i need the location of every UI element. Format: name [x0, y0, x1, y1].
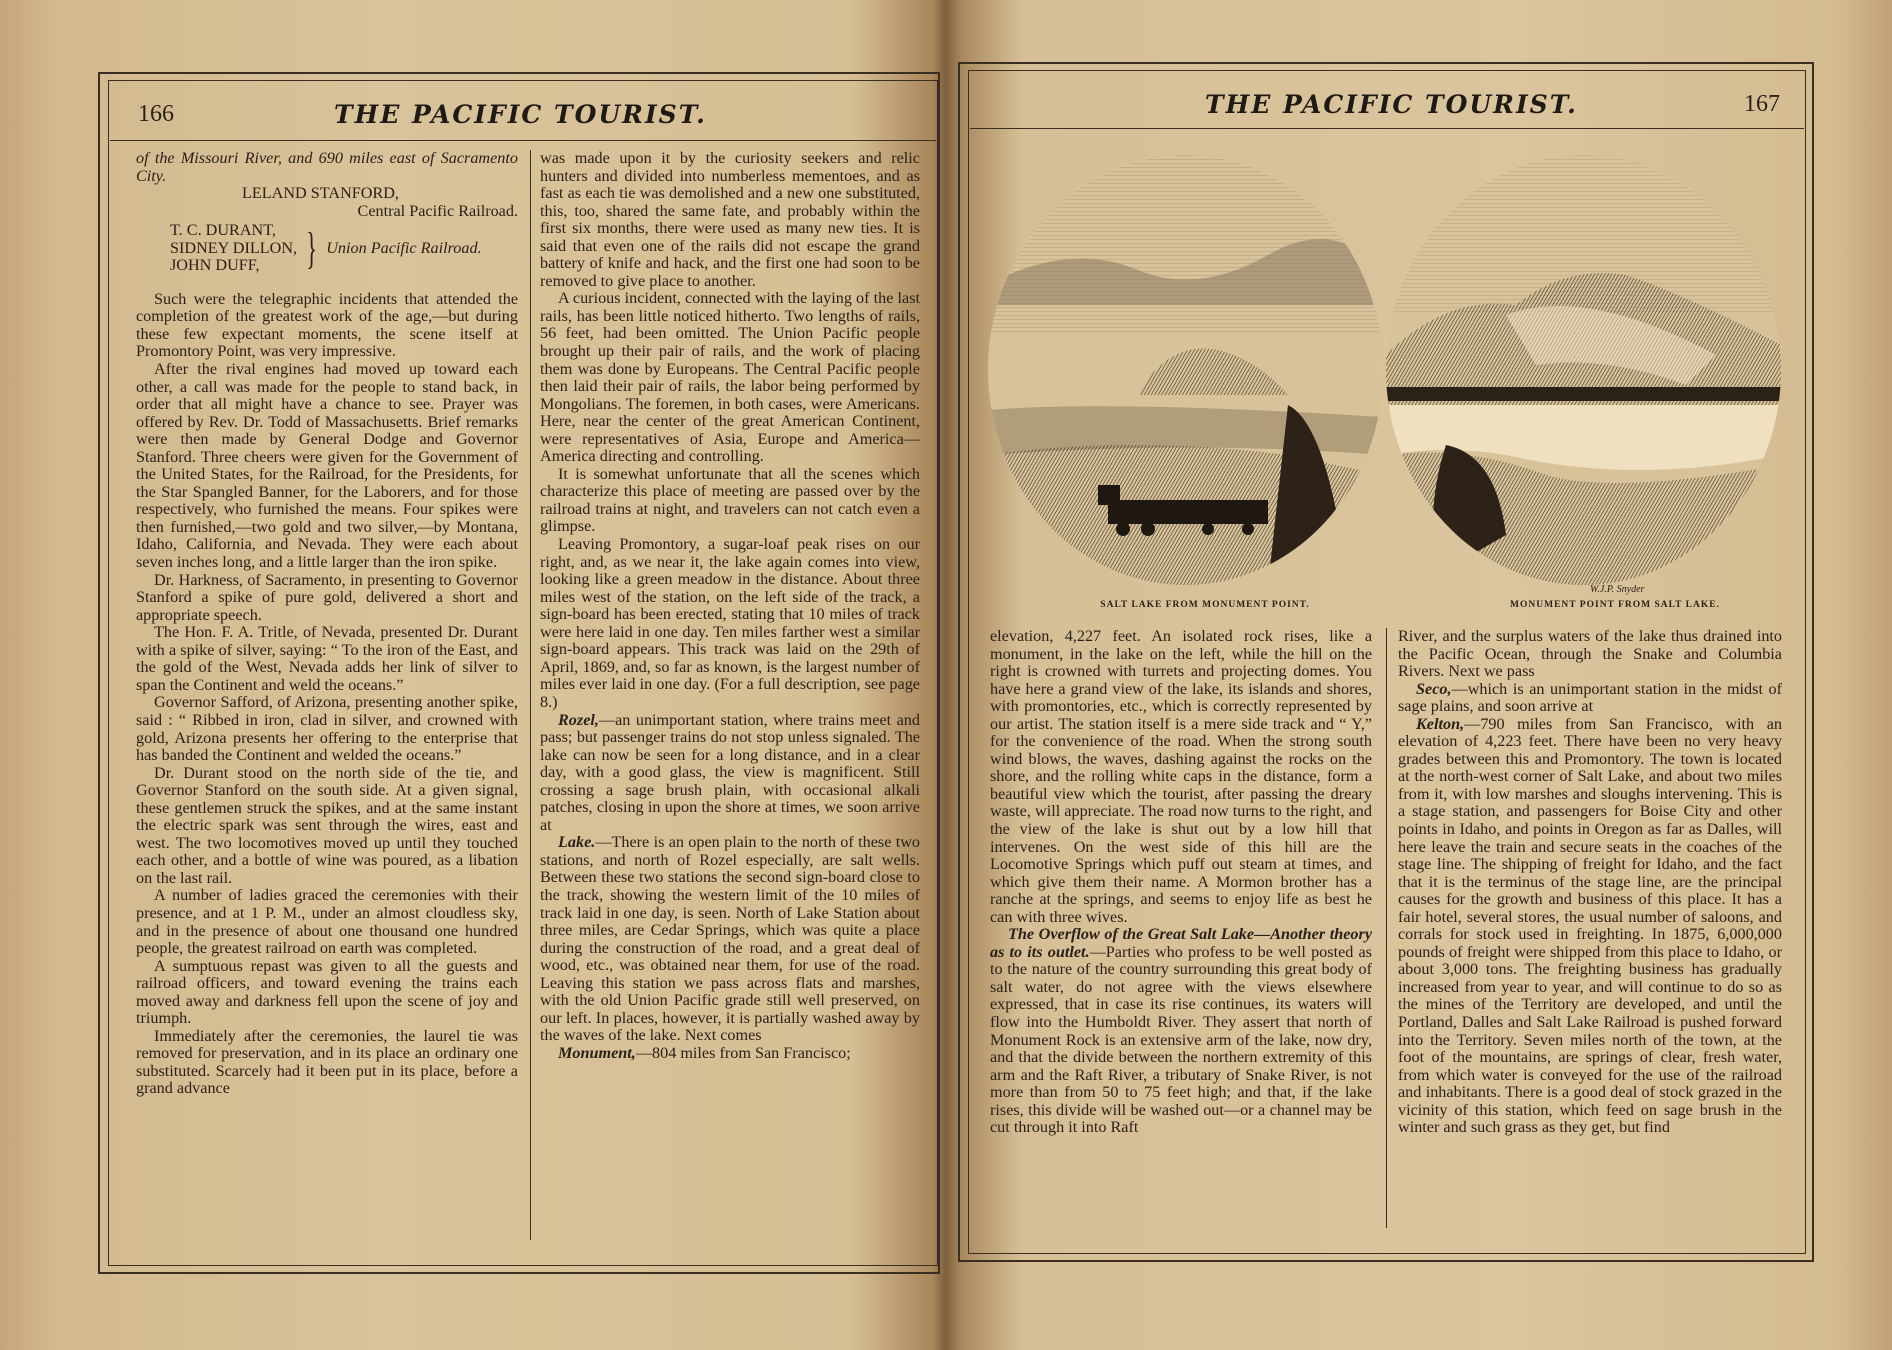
right-page-header	[990, 90, 1780, 119]
paragraph: Dr. Harkness, of Sacramento, in presenting to Governor Stanford a spike of pure gold, delivered a short and appropriate speech.	[136, 570, 518, 624]
paragraph: A sumptuous repast was given to all the guests and railroad officers, and toward evening the trains each moved away and darkness fell upon the scene of joy and triumph.	[136, 956, 518, 1028]
paragraph-text: of the Missouri River, and 690 miles east of Sacramento City.	[136, 150, 518, 185]
illustration-salt-lake-from-monument-point	[988, 155, 1383, 585]
paragraph: elevation, 4,227 feet. An isolated rock rises, like a monument, in the lake on the left, while the hill on the right is crowned with turrets and projecting domes. You have here a grand view of the lake, its islands and shores, with promontories, etc., which is correctly represented by our artist. The station itself is a mere side track and “ Y,” for the convenience of the road. When the strong south wind blows, the waves, dashing against the rocks on the shore, and the rolling white caps in the distance, form a beautiful view which the tourist, after passing the dreary waste, will appreciate. The road now turns to the right, and the view of the lake is shut out by a low hill that intervenes. On the west side of this hill are the Locomotive Springs which puff out steam at times, and which give them their name. A Mormon brother has a ranche at the springs, and seems to enjoy life as best he can with three wives.	[990, 628, 1372, 926]
station-name: Rozel,	[558, 710, 599, 729]
station-text: —which is an unimportant station in the midst of sage plains, and soon arrive at	[1398, 679, 1782, 716]
overflow-section	[990, 926, 1372, 1137]
station-entry-lake	[540, 834, 920, 1045]
paragraph: River, and the surplus waters of the lake thus drained into the Pacific Ocean, through the Snake and Columbia Rivers. Next we pass	[1398, 628, 1782, 681]
paragraph: The Hon. F. A. Tritle, of Nevada, presented Dr. Durant with a spike of silver, saying: “ To the iron of the East, and the gold of the West, Nevada adds her link of silver to span the Continent and weld the oceans.”	[136, 623, 518, 694]
station-name: Lake.	[558, 833, 596, 852]
section-title: The Overflow of the Great Salt Lake—Another theory as to its outlet.	[990, 925, 1372, 961]
signature-names	[170, 222, 297, 275]
station-name: Monument,	[558, 1043, 636, 1062]
station-text: —804 miles from San Francisco;	[635, 1043, 851, 1062]
paragraph: Immediately after the ceremonies, the laurel tie was removed for preservation, and in its place an ordinary one substituted. Scarcely had it been put in its place, before a grand advance	[136, 1026, 518, 1098]
station-name: Kelton,	[1416, 714, 1465, 733]
station-text: —an unimportant station, where trains meet and pass; but passenger trains do not stop unless signaled. The lake can now be seen for a long distance, and in a clear day, with a good glass, the view is magnificent. Still crossing a sage brush plain, with occasional alkali patches, closing in upon the shore at times, we soon arrive at	[540, 710, 920, 834]
paragraph: Such were the telegraphic incidents that attended the completion of the greatest work of the age,—but during these few expectant moments, the scene itself at Promontory Point, was very impressive.	[136, 289, 518, 361]
paragraph: A curious incident, connected with the laying of the last rails, has been little noticed hitherto. Two lengths of rails, 56 feet, had been omitted. The Union Pacific people brought up their pair of rails, and the work of placing them was done by Europeans. The Central Pacific people then laid their pair of rails, the labor being performed by Mongolians. The foremen, in both cases, were Americans. Here, near the center of the great American Continent, were representatives of Asia, Europe and America—America directing and controlling.	[540, 289, 920, 466]
left-page-column-2	[540, 150, 920, 1242]
caption-left-illustration: SALT LAKE FROM MONUMENT POINT.	[1100, 600, 1310, 610]
signature-name: T. C. DURANT,	[170, 221, 276, 240]
station-entry-rozel	[540, 712, 920, 835]
paragraph: A number of ladies graced the ceremonies with their presence, and at 1 P. M., under an almost cloudless sky, and in the presence of about one thousand one hundred people, the greatest railroad on earth was completed.	[136, 886, 518, 958]
signature-name: SIDNEY DILLON,	[170, 238, 298, 257]
paragraph: Governor Safford, of Arizona, presenting another spike, said : “ Ribbed in iron, clad in silver, and crowned with gold, Arizona presents her offering to the enterprise that has banded the Continent and welded the oceans.”	[136, 693, 518, 765]
left-page-column-1	[136, 150, 518, 1242]
station-text: —There is an open plain to the north of these two stations, and north of Rozel especially, are salt wells. Between these two stations the second sign-board close to the track, showing the western limit of the 10 miles of track laid in one day, is seen. North of Lake Station about three miles, are Cedar Springs, which was quite a place during the construction of the road, and a great deal of wood, etc., was obtained near them, for use of the road. Leaving this station we pass across flats and marshes, with the old Union Pacific grade still well preserved, on our left. In places, however, it is partially washed away by the waves of the lake. Next comes	[540, 833, 920, 1045]
caption-right-illustration: MONUMENT POINT FROM SALT LAKE.	[1510, 600, 1720, 610]
illustration-monument-point-from-salt-lake	[1386, 155, 1781, 585]
paragraph: It is somewhat unfortunate that all the scenes which characterize this place of meeting are passed over by the railroad trains at night, and travelers can not catch even a glimpse.	[540, 464, 920, 536]
header-rule	[110, 140, 936, 141]
station-entry-monument	[540, 1045, 920, 1063]
paragraph: After the rival engines had moved up toward each other, a call was made for the people to stand back, in order that all might have a chance to see. Prayer was offered by Rev. Dr. Todd of Massachusetts. Brief remarks were then made by General Dodge and Governor Stanford. Three cheers were given for the Government of the United States, for the Railroad, for the Presidents, for the Star Spangled Banner, for the Laborers, and for those respectively, who furnished the means. Four spikes were then furnished,—two gold and two silver,—by Montana, Idaho, California, and Nevada. They were each about seven inches long, and a little larger than the iron spike.	[136, 360, 518, 572]
paragraph	[136, 150, 518, 185]
brace-icon: }	[306, 223, 317, 273]
engraver-signature: W.J.P. Snyder	[1590, 584, 1645, 595]
station-entry-kelton	[1398, 716, 1782, 1137]
paragraph: Leaving Promontory, a sugar-loaf peak rises on our right, and, as we near it, the lake again comes into view, looking like a green meadow in the distance. About three miles west of the station, on the left side of the track, a sign-board has been erected, stating that 10 miles of track were here laid in one day. Ten miles farther west a similar sign-board appears. This track was laid on the 29th of April, 1869, and, so far as known, is the largest number of miles ever laid in one day. (For a full description, see page 8.)	[540, 535, 920, 711]
paragraph: Dr. Durant stood on the north side of the tie, and Governor Stanford on the south side. At a given signal, these gentlemen struck the spikes, and at the same instant the electric spark was sent through the wires, east and west. The two locomotives moved up until they touched each other, and a bottle of wine was poured, as a libation on the last rail.	[136, 763, 518, 887]
signature-cpr: Central Pacific Railroad.	[357, 201, 518, 220]
signature-upr: Union Pacific Railroad.	[326, 238, 482, 257]
page-number: 167	[1744, 91, 1780, 117]
page-number: 166	[138, 101, 174, 127]
header-rule	[970, 128, 1804, 129]
running-title: THE PACIFIC TOURIST.	[334, 100, 707, 129]
right-page-column-1	[990, 628, 1372, 1232]
section-text: —Parties who profess to be well posted as to the nature of the country surrounding this great body of salt water, do not agree with the views elsewhere expressed, that in case its rise continues, its waters will flow into the Humboldt River. They assert that north of Monument Rock is an extensive arm of the lake, now dry, and that the divide between the northern extremity of this arm and the Raft River, a tributary of Snake River, is not more than from 50 to 75 feet high; and that, if the lake rises, this divide will be washed out—or a channel may be cut through it into Raft	[990, 942, 1372, 1137]
right-page-column-2	[1398, 628, 1782, 1232]
signature-name: JOHN DUFF,	[170, 256, 260, 275]
signature-stanford: LELAND STANFORD,	[242, 184, 399, 203]
column-divider	[1386, 628, 1387, 1228]
station-text: —790 miles from San Francisco, with an elevation of 4,223 feet. There have been no very heavy grades between this and Promontory. The town is located at the north-west corner of Salt Lake, and about two miles from it, with low marshes and sloughs intervening. This is a stage station, and passengers for Boise City and other points in Idaho, and points in Oregon as far as Dalles, will here leave the train and secure seats in the coaches of the stage line. The shipping of freight for Idaho, and the fact that it is the terminus of the stage line, are the principal causes for the growth and business of this place. It has a fair hotel, several stores, the usual number of saloons, and corrals for stock used in freighting. In 1875, 6,000,000 pounds of freight were shipped from this place to Idaho, or about 3,000 tons. The freighting business has gradually increased from year to year, and will continue to do so as the mines of the Territory are developed, and until the Portland, Dalles and Salt Lake Railroad is pushed forward into the Territory. Seven miles north of the town, at the foot of the mountains, are springs of clear, fresh water, from which water is conveyed for the use of the railroad and inhabitants. There is a good deal of stock grazed in the vicinity of this station, which feed on sage brush in the winter and such grass as they get, but find	[1398, 714, 1782, 1137]
telegram-signatures	[136, 185, 518, 275]
station-entry-seco	[1398, 681, 1782, 716]
signature-group-upr	[136, 222, 518, 275]
left-page-header	[138, 100, 918, 129]
running-title: THE PACIFIC TOURIST.	[1205, 90, 1578, 119]
column-divider	[530, 150, 531, 1240]
paragraph: was made upon it by the curiosity seekers and relic hunters and divided into numberless mementoes, and as fast as each tie was demolished and a new one substituted, this, too, shared the same fate, and probably within the first six months, there were used as many new ties. It is said that even one of the rails did not escape the grand battery of knife and hack, and the first one had soon to be removed to give place to another.	[540, 150, 920, 290]
station-name: Seco,	[1416, 679, 1452, 698]
